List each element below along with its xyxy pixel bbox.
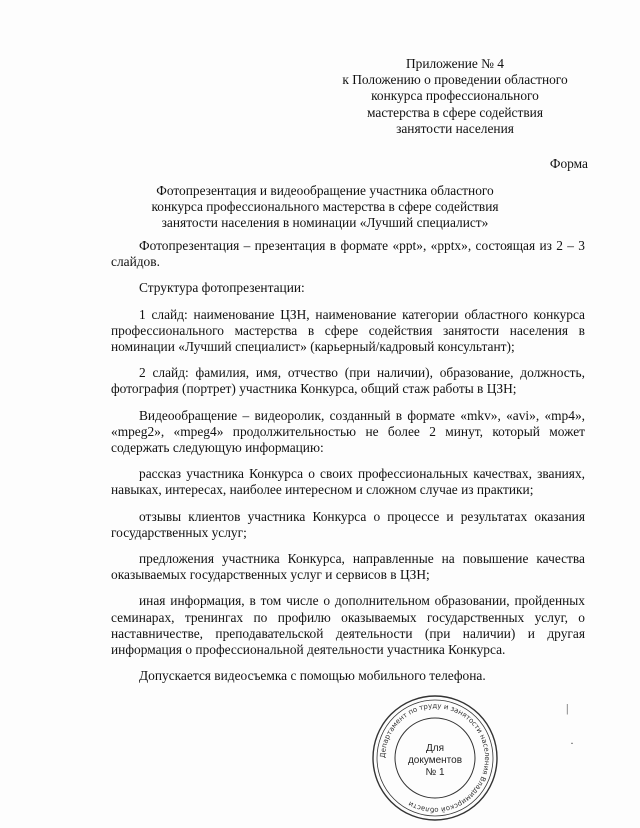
paragraph: рассказ участника Конкурса о своих профессиональных качествах, званиях, навыках, интересах, наиболее интересном и сложном случае из практики; bbox=[111, 466, 585, 498]
stamp-center-line: документов bbox=[407, 755, 463, 766]
title-line: конкурса профессионального мастерства в сфере содействия bbox=[151, 199, 499, 215]
appendix-line: Приложение № 4 bbox=[405, 56, 505, 71]
stamp-center-line: № 1 bbox=[425, 767, 445, 778]
paragraph: иная информация, в том числе о дополнительном образовании, пройденных семинарах, тренингах по профилю оказываемых государственных услуг, о наставничестве, преподавательской деятельности (при наличии) и другая информация о профессиональной деятельности участника Конкурса. bbox=[111, 593, 585, 658]
paragraph: предложения участника Конкурса, направленные на повышение качества оказываемых государственных услуг и сервисов в ЦЗН; bbox=[111, 551, 585, 583]
appendix-line: мастерства в сфере содействия bbox=[367, 104, 543, 120]
official-stamp bbox=[370, 693, 500, 823]
scan-artifact: · bbox=[570, 736, 574, 750]
paragraph: 2 слайд: фамилия, имя, отчество (при наличии), образование, должность, фотография (портрет) участника Конкурса, общий стаж работы в ЦЗН; bbox=[111, 365, 585, 397]
paragraph: Допускается видеосъемка с помощью мобильного телефона. bbox=[139, 668, 486, 684]
paragraph: отзывы клиентов участника Конкурса о процессе и результатах оказания государственных услуг; bbox=[111, 508, 585, 540]
form-label: Форма bbox=[549, 156, 588, 171]
paragraph: Структура фотопрезентации: bbox=[139, 280, 305, 296]
stamp-seal bbox=[370, 693, 500, 823]
scan-artifact: | bbox=[566, 701, 569, 715]
title-line: Фотопрезентация и видеообращение участника областного bbox=[156, 183, 494, 198]
appendix-line: к Положению о проведении областного bbox=[342, 72, 568, 88]
stamp-center-line: Для bbox=[425, 743, 445, 754]
appendix-line: занятости населения bbox=[396, 120, 514, 136]
paragraph: 1 слайд: наименование ЦЗН, наименование категории областного конкурса профессионального мастерства в сфере содействия занятости населения в номинации «Лучший специалист» (карьерный/кадровый консультант); bbox=[111, 306, 585, 355]
title-line: занятости населения в номинации «Лучший специалист» bbox=[161, 215, 489, 231]
stamp-ring-text: Департамент по труду и занятости населения Владимирской области bbox=[378, 701, 492, 815]
appendix-header bbox=[330, 56, 580, 137]
document-body bbox=[111, 238, 585, 694]
paragraph: Фотопрезентация – презентация в формате «ppt», «pptx», состоящая из 2 – 3 слайдов. bbox=[111, 238, 585, 270]
paragraph: Видеообращение – видеоролик, созданный в формате «mkv», «avi», «mp4», «mpeg2», «mpeg4» продолжительностью не более 2 минут, который может содержать следующую информацию: bbox=[111, 407, 585, 456]
document-title bbox=[140, 183, 510, 232]
appendix-line: конкурса профессионального bbox=[371, 88, 539, 104]
